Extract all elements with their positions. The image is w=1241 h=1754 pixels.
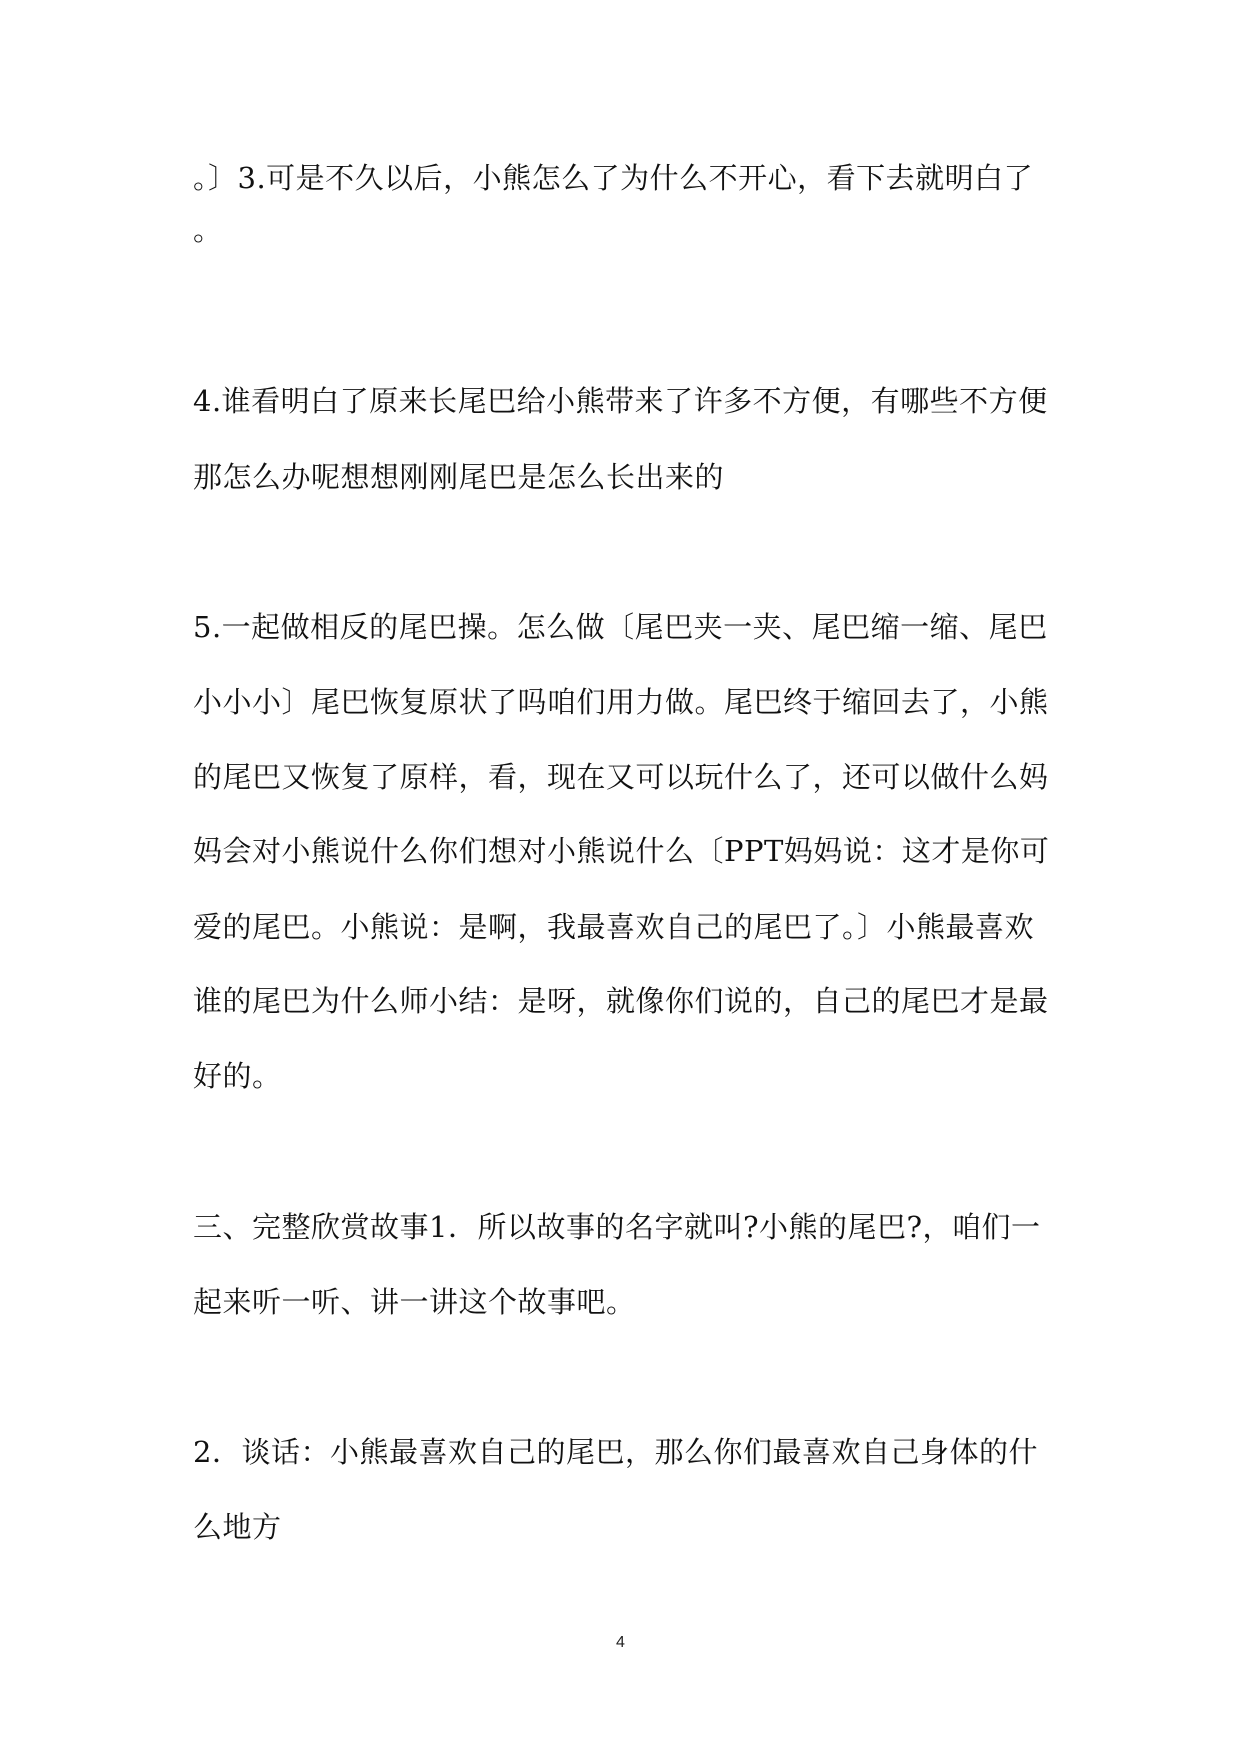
paragraph-3-line-2: 小小小〕尾巴恢复原状了吗咱们用力做。尾巴终于缩回去了，小熊 <box>193 685 1049 719</box>
paragraph-3-line-6: 谁的尾巴为什么师小结：是呀，就像你们说的，自己的尾巴才是最 <box>193 984 1049 1018</box>
paragraph-1-line-2: 。 <box>193 213 223 247</box>
paragraph-3-line-4: 妈会对小熊说什么你们想对小熊说什么〔PPT妈妈说：这才是你可 <box>193 834 1050 868</box>
paragraph-5-line-1: 2．谈话：小熊最喜欢自己的尾巴，那么你们最喜欢自己身体的什 <box>193 1435 1038 1469</box>
paragraph-3-line-3: 的尾巴又恢复了原样，看，现在又可以玩什么了，还可以做什么妈 <box>193 760 1049 794</box>
paragraph-1-line-1: 。〕3.可是不久以后，小熊怎么了为什么不开心，看下去就明白了 <box>193 161 1034 195</box>
page-number: 4 <box>616 1634 625 1651</box>
paragraph-3-line-7: 好的。 <box>193 1059 282 1093</box>
paragraph-2-line-1: 4.谁看明白了原来长尾巴给小熊带来了许多不方便，有哪些不方便 <box>193 384 1048 418</box>
paragraph-5-line-2: 么地方 <box>193 1510 282 1544</box>
paragraph-4-line-2: 起来听一听、讲一讲这个故事吧。 <box>193 1285 636 1319</box>
paragraph-2-line-2: 那怎么办呢想想刚刚尾巴是怎么长出来的 <box>193 460 725 494</box>
paragraph-4-line-1: 三、完整欣赏故事1．所以故事的名字就叫?小熊的尾巴?，咱们一 <box>193 1210 1041 1244</box>
paragraph-3-line-5: 爱的尾巴。小熊说：是啊，我最喜欢自己的尾巴了。〕小熊最喜欢 <box>193 910 1035 944</box>
paragraph-3-line-1: 5.一起做相反的尾巴操。怎么做〔尾巴夹一夹、尾巴缩一缩、尾巴 <box>193 610 1048 644</box>
